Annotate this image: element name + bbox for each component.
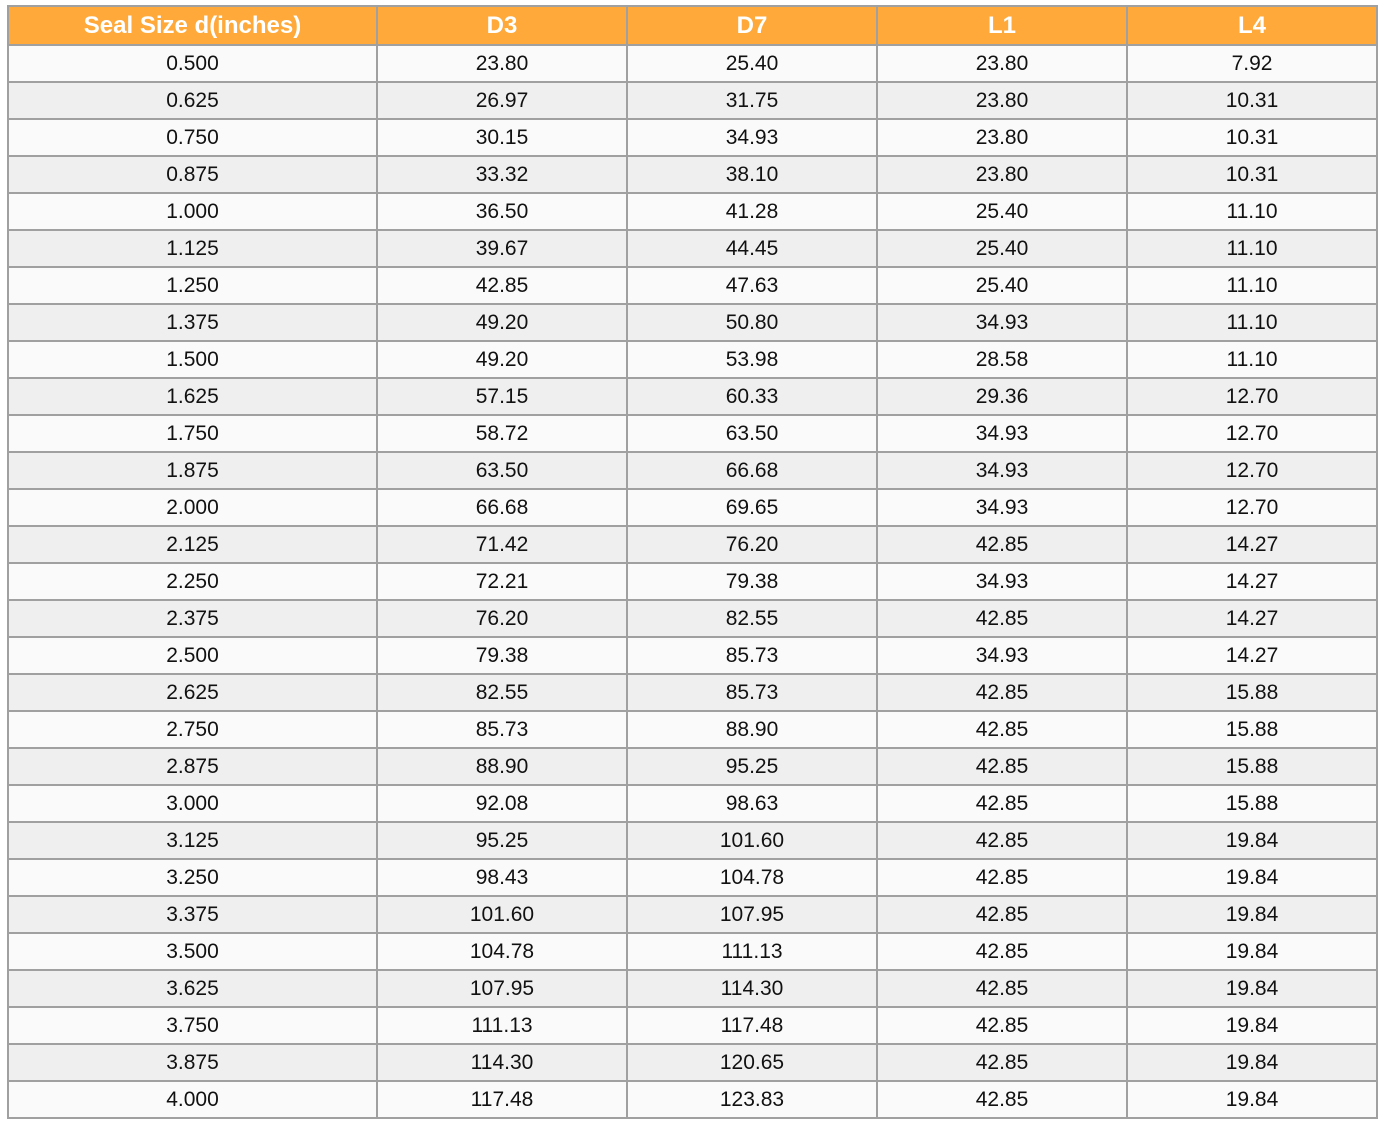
cell-d3: 57.15: [377, 378, 627, 415]
table-row: [8, 748, 1377, 785]
cell-d7: 123.83: [627, 1081, 877, 1118]
cell-seal-size: 3.000: [8, 785, 377, 822]
cell-seal-size: 0.875: [8, 156, 377, 193]
cell-d7: 117.48: [627, 1007, 877, 1044]
table-row: [8, 785, 1377, 822]
cell-seal-size: 0.625: [8, 82, 377, 119]
table-row: [8, 711, 1377, 748]
table-row: [8, 452, 1377, 489]
cell-l1: 42.85: [877, 896, 1127, 933]
cell-l4: 10.31: [1127, 119, 1377, 156]
cell-d7: 41.28: [627, 193, 877, 230]
table-row: [8, 341, 1377, 378]
cell-d3: 71.42: [377, 526, 627, 563]
cell-l4: 19.84: [1127, 1044, 1377, 1081]
cell-l1: 25.40: [877, 230, 1127, 267]
header-d7: D7: [627, 6, 877, 45]
seal-size-table: [7, 5, 1378, 1119]
cell-l4: 19.84: [1127, 859, 1377, 896]
cell-seal-size: 2.250: [8, 563, 377, 600]
table-row: [8, 526, 1377, 563]
cell-d7: 98.63: [627, 785, 877, 822]
cell-d7: 76.20: [627, 526, 877, 563]
cell-d7: 47.63: [627, 267, 877, 304]
cell-l1: 34.93: [877, 304, 1127, 341]
cell-d3: 36.50: [377, 193, 627, 230]
cell-l4: 15.88: [1127, 674, 1377, 711]
table-row: [8, 822, 1377, 859]
cell-seal-size: 3.625: [8, 970, 377, 1007]
cell-d7: 101.60: [627, 822, 877, 859]
cell-l4: 11.10: [1127, 267, 1377, 304]
cell-d3: 114.30: [377, 1044, 627, 1081]
cell-l1: 42.85: [877, 1081, 1127, 1118]
cell-d7: 34.93: [627, 119, 877, 156]
cell-seal-size: 3.875: [8, 1044, 377, 1081]
cell-seal-size: 3.250: [8, 859, 377, 896]
cell-seal-size: 2.375: [8, 600, 377, 637]
cell-l4: 12.70: [1127, 378, 1377, 415]
cell-l1: 42.85: [877, 748, 1127, 785]
header-seal-size: Seal Size d(inches): [8, 6, 377, 45]
cell-l4: 12.70: [1127, 489, 1377, 526]
cell-l1: 34.93: [877, 452, 1127, 489]
table-row: [8, 119, 1377, 156]
cell-d3: 72.21: [377, 563, 627, 600]
cell-seal-size: 1.750: [8, 415, 377, 452]
table-row: [8, 415, 1377, 452]
cell-d3: 23.80: [377, 45, 627, 82]
header-row: [8, 6, 1377, 45]
cell-l1: 34.93: [877, 563, 1127, 600]
cell-l1: 23.80: [877, 45, 1127, 82]
cell-d3: 76.20: [377, 600, 627, 637]
cell-d7: 95.25: [627, 748, 877, 785]
cell-d7: 25.40: [627, 45, 877, 82]
cell-seal-size: 3.750: [8, 1007, 377, 1044]
cell-seal-size: 2.125: [8, 526, 377, 563]
cell-seal-size: 3.125: [8, 822, 377, 859]
cell-seal-size: 1.375: [8, 304, 377, 341]
cell-l4: 11.10: [1127, 193, 1377, 230]
table-row: [8, 563, 1377, 600]
cell-seal-size: 1.125: [8, 230, 377, 267]
table-row: [8, 1007, 1377, 1044]
cell-l4: 7.92: [1127, 45, 1377, 82]
cell-d3: 104.78: [377, 933, 627, 970]
cell-l1: 42.85: [877, 526, 1127, 563]
cell-d3: 95.25: [377, 822, 627, 859]
cell-l1: 23.80: [877, 156, 1127, 193]
cell-d3: 79.38: [377, 637, 627, 674]
cell-l1: 42.85: [877, 933, 1127, 970]
cell-d3: 39.67: [377, 230, 627, 267]
cell-l4: 19.84: [1127, 970, 1377, 1007]
cell-d7: 50.80: [627, 304, 877, 341]
cell-seal-size: 3.500: [8, 933, 377, 970]
cell-seal-size: 2.750: [8, 711, 377, 748]
cell-l4: 15.88: [1127, 748, 1377, 785]
cell-l4: 19.84: [1127, 933, 1377, 970]
table-row: [8, 637, 1377, 674]
cell-d3: 63.50: [377, 452, 627, 489]
table-row: [8, 896, 1377, 933]
cell-d7: 111.13: [627, 933, 877, 970]
cell-d7: 69.65: [627, 489, 877, 526]
cell-l1: 42.85: [877, 1044, 1127, 1081]
cell-l1: 42.85: [877, 785, 1127, 822]
table-row: [8, 489, 1377, 526]
cell-l4: 14.27: [1127, 526, 1377, 563]
cell-d7: 31.75: [627, 82, 877, 119]
cell-d7: 107.95: [627, 896, 877, 933]
cell-d7: 44.45: [627, 230, 877, 267]
cell-l1: 42.85: [877, 859, 1127, 896]
cell-d7: 63.50: [627, 415, 877, 452]
cell-d3: 85.73: [377, 711, 627, 748]
cell-seal-size: 0.750: [8, 119, 377, 156]
cell-l1: 42.85: [877, 970, 1127, 1007]
cell-d3: 107.95: [377, 970, 627, 1007]
cell-d3: 88.90: [377, 748, 627, 785]
cell-d3: 98.43: [377, 859, 627, 896]
cell-l4: 15.88: [1127, 785, 1377, 822]
table-row: [8, 193, 1377, 230]
cell-seal-size: 2.625: [8, 674, 377, 711]
cell-seal-size: 4.000: [8, 1081, 377, 1118]
table-body: [8, 45, 1377, 1118]
cell-d3: 117.48: [377, 1081, 627, 1118]
cell-seal-size: 1.625: [8, 378, 377, 415]
cell-seal-size: 3.375: [8, 896, 377, 933]
cell-seal-size: 2.500: [8, 637, 377, 674]
table-header: [8, 6, 1377, 45]
cell-l4: 14.27: [1127, 637, 1377, 674]
cell-l4: 19.84: [1127, 896, 1377, 933]
cell-l1: 42.85: [877, 711, 1127, 748]
table-row: [8, 230, 1377, 267]
cell-l4: 19.84: [1127, 822, 1377, 859]
cell-d3: 26.97: [377, 82, 627, 119]
cell-d7: 104.78: [627, 859, 877, 896]
cell-l1: 42.85: [877, 674, 1127, 711]
cell-l4: 19.84: [1127, 1081, 1377, 1118]
cell-d3: 33.32: [377, 156, 627, 193]
cell-seal-size: 1.500: [8, 341, 377, 378]
table-row: [8, 1044, 1377, 1081]
cell-d7: 82.55: [627, 600, 877, 637]
cell-l4: 15.88: [1127, 711, 1377, 748]
table-row: [8, 82, 1377, 119]
table-row: [8, 267, 1377, 304]
table-row: [8, 45, 1377, 82]
cell-d3: 42.85: [377, 267, 627, 304]
cell-d7: 79.38: [627, 563, 877, 600]
cell-seal-size: 2.875: [8, 748, 377, 785]
cell-d3: 30.15: [377, 119, 627, 156]
table-row: [8, 156, 1377, 193]
cell-d3: 82.55: [377, 674, 627, 711]
table-row: [8, 378, 1377, 415]
cell-l1: 34.93: [877, 637, 1127, 674]
cell-seal-size: 1.875: [8, 452, 377, 489]
cell-d7: 120.65: [627, 1044, 877, 1081]
table-row: [8, 304, 1377, 341]
table-row: [8, 933, 1377, 970]
seal-size-table-container: [7, 5, 1378, 1119]
cell-l1: 23.80: [877, 119, 1127, 156]
cell-seal-size: 2.000: [8, 489, 377, 526]
header-l4: L4: [1127, 6, 1377, 45]
cell-l1: 25.40: [877, 193, 1127, 230]
cell-l1: 42.85: [877, 1007, 1127, 1044]
cell-l1: 29.36: [877, 378, 1127, 415]
cell-seal-size: 1.000: [8, 193, 377, 230]
cell-l1: 34.93: [877, 415, 1127, 452]
cell-d3: 49.20: [377, 304, 627, 341]
cell-d3: 58.72: [377, 415, 627, 452]
cell-d7: 114.30: [627, 970, 877, 1007]
cell-d7: 38.10: [627, 156, 877, 193]
cell-d3: 49.20: [377, 341, 627, 378]
cell-d3: 92.08: [377, 785, 627, 822]
cell-d7: 66.68: [627, 452, 877, 489]
cell-d7: 85.73: [627, 674, 877, 711]
cell-l4: 12.70: [1127, 415, 1377, 452]
table-row: [8, 674, 1377, 711]
cell-l1: 28.58: [877, 341, 1127, 378]
header-d3: D3: [377, 6, 627, 45]
cell-seal-size: 0.500: [8, 45, 377, 82]
cell-l4: 11.10: [1127, 341, 1377, 378]
cell-d7: 53.98: [627, 341, 877, 378]
cell-l4: 10.31: [1127, 156, 1377, 193]
cell-seal-size: 1.250: [8, 267, 377, 304]
table-row: [8, 600, 1377, 637]
cell-l4: 11.10: [1127, 304, 1377, 341]
cell-d7: 85.73: [627, 637, 877, 674]
cell-l4: 14.27: [1127, 563, 1377, 600]
table-row: [8, 1081, 1377, 1118]
cell-l1: 42.85: [877, 600, 1127, 637]
cell-d3: 111.13: [377, 1007, 627, 1044]
table-row: [8, 970, 1377, 1007]
cell-l4: 19.84: [1127, 1007, 1377, 1044]
cell-l1: 42.85: [877, 822, 1127, 859]
cell-d7: 60.33: [627, 378, 877, 415]
header-l1: L1: [877, 6, 1127, 45]
cell-l4: 10.31: [1127, 82, 1377, 119]
cell-d3: 101.60: [377, 896, 627, 933]
cell-l4: 12.70: [1127, 452, 1377, 489]
table-row: [8, 859, 1377, 896]
cell-l1: 25.40: [877, 267, 1127, 304]
cell-l4: 11.10: [1127, 230, 1377, 267]
cell-d3: 66.68: [377, 489, 627, 526]
cell-d7: 88.90: [627, 711, 877, 748]
cell-l4: 14.27: [1127, 600, 1377, 637]
cell-l1: 23.80: [877, 82, 1127, 119]
cell-l1: 34.93: [877, 489, 1127, 526]
